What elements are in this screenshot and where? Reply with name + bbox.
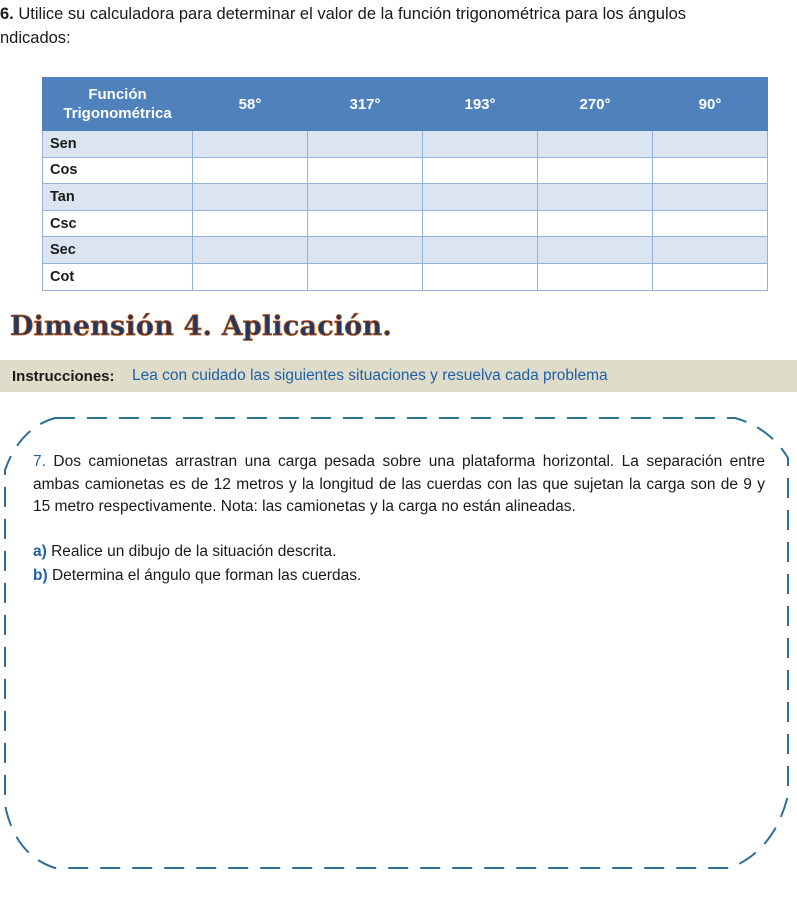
question-6-text-cont: ndicados:: [0, 29, 71, 47]
part-b-text: Determina el ángulo que forman las cuerdas.: [51, 567, 362, 584]
answer-cell[interactable]: [653, 263, 768, 290]
header-angle-317: 317°: [308, 78, 423, 131]
table-row-cot: [43, 263, 768, 290]
function-label: Cos: [43, 157, 193, 184]
problem-7-part-b: [33, 567, 361, 585]
function-label: Csc: [43, 210, 193, 237]
answer-cell[interactable]: [653, 210, 768, 237]
answer-cell[interactable]: [308, 263, 423, 290]
instructions-label: Instrucciones:: [12, 368, 115, 385]
function-label: Cot: [43, 263, 193, 290]
answer-cell[interactable]: [193, 131, 308, 158]
answer-cell[interactable]: [193, 263, 308, 290]
header-function-line2: Trigonométrica: [63, 105, 172, 122]
answer-cell[interactable]: [653, 157, 768, 184]
problem-7-number: 7.: [33, 453, 46, 470]
instructions-text: Lea con cuidado las siguientes situaciones y resuelva cada problema: [132, 367, 608, 384]
problem-7-text: Dos camionetas arrastran una carga pesada sobre una plataforma horizontal. La separación entre ambas camionetas es de 12 metros y la longitud de las cuerdas con las que sujetan la carga son de 9 y 15 metro respectivamente. Nota: las camionetas y la carga no están alineadas.: [33, 453, 765, 515]
part-a-text: Realice un dibujo de la situación descrita.: [51, 543, 337, 560]
answer-cell[interactable]: [308, 184, 423, 211]
answer-cell[interactable]: [538, 237, 653, 264]
answer-cell[interactable]: [308, 131, 423, 158]
table-row-sec: [43, 237, 768, 264]
answer-cell[interactable]: [653, 237, 768, 264]
trig-functions-table: [42, 77, 768, 291]
answer-cell[interactable]: [538, 157, 653, 184]
answer-cell[interactable]: [538, 210, 653, 237]
table-row-tan: [43, 184, 768, 211]
question-6-text: Utilice su calculadora para determinar el valor de la función trigonométrica para los ángulos: [18, 5, 687, 23]
header-angle-193: 193°: [423, 78, 538, 131]
header-angle-90: 90°: [653, 78, 768, 131]
answer-cell[interactable]: [423, 237, 538, 264]
answer-cell[interactable]: [538, 263, 653, 290]
header-function-line1: Función: [88, 86, 147, 103]
answer-cell[interactable]: [423, 131, 538, 158]
table-header-row: [43, 78, 768, 131]
problem-7: [33, 451, 765, 519]
answer-cell[interactable]: [308, 210, 423, 237]
answer-cell[interactable]: [538, 184, 653, 211]
answer-cell[interactable]: [423, 184, 538, 211]
question-6: [0, 2, 790, 50]
header-function: [43, 78, 193, 131]
function-label: Tan: [43, 184, 193, 211]
answer-cell[interactable]: [193, 237, 308, 264]
header-angle-58: 58°: [193, 78, 308, 131]
answer-cell[interactable]: [653, 184, 768, 211]
part-b-letter: b): [33, 567, 48, 584]
answer-cell[interactable]: [423, 157, 538, 184]
answer-cell[interactable]: [193, 210, 308, 237]
table-row-csc: [43, 210, 768, 237]
answer-cell[interactable]: [423, 210, 538, 237]
answer-cell[interactable]: [308, 157, 423, 184]
answer-cell[interactable]: [538, 131, 653, 158]
table-row-cos: [43, 157, 768, 184]
function-label: Sen: [43, 131, 193, 158]
answer-cell[interactable]: [308, 237, 423, 264]
answer-cell[interactable]: [653, 131, 768, 158]
question-6-number: 6.: [0, 5, 14, 23]
answer-cell[interactable]: [193, 184, 308, 211]
problem-7-part-a: [33, 543, 336, 561]
function-label: Sec: [43, 237, 193, 264]
part-a-letter: a): [33, 543, 47, 560]
answer-cell[interactable]: [193, 157, 308, 184]
answer-cell[interactable]: [423, 263, 538, 290]
section-title: Dimensión 4. Aplicación.: [10, 311, 392, 342]
header-angle-270: 270°: [538, 78, 653, 131]
table-row-sen: [43, 131, 768, 158]
